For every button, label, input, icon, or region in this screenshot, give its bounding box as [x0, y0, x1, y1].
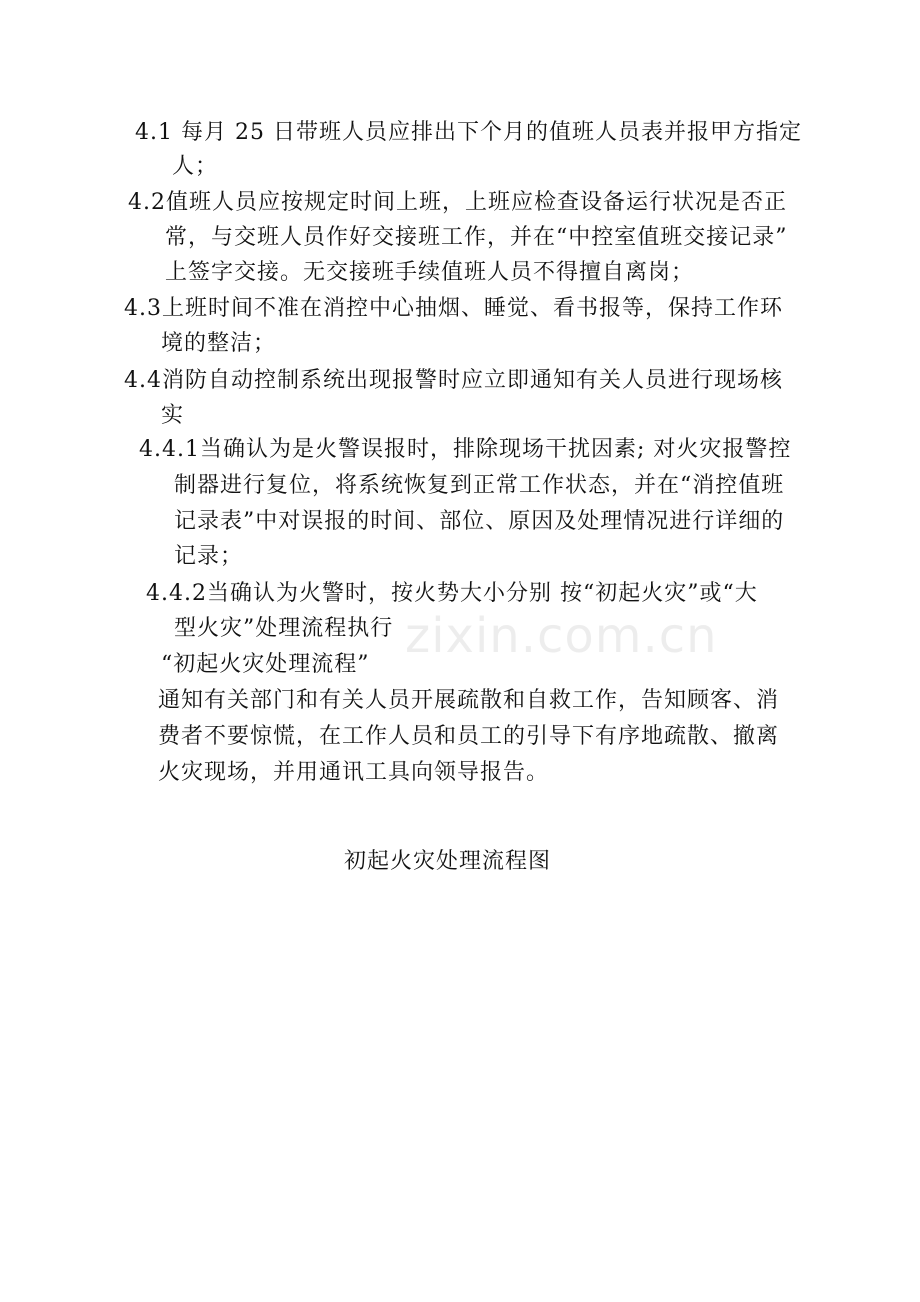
initial-fire-line-2: 费者不要惊慌，在工作人员和员工的引导下有序地疏散、撤离	[158, 724, 780, 749]
figure-caption: 初起火灾处理流程图	[344, 849, 552, 874]
section-4-2-line-3: 上签字交接。无交接班手续值班人员不得擅自离岗；	[165, 260, 695, 285]
section-4-4-1-line-3: 记录表”中对误报的时间、部位、原因及处理情况进行详细的	[174, 509, 785, 534]
section-4-4-1-line-2: 制器进行复位，将系统恢复到正常工作状态，并在“消控值班	[174, 473, 785, 498]
section-4-4-1-line-1: 4.4.1当确认为是火警误报时，排除现场干扰因素; 对火灾报警控	[139, 437, 792, 462]
section-4-2-line-2: 常，与交班人员作好交接班工作，并在“中控室值班交接记录”	[165, 225, 788, 250]
section-4-3-line-2: 境的整洁；	[161, 331, 277, 356]
section-4-4-2-line-2: 型火灾”处理流程执行	[174, 616, 394, 641]
section-4-2-line-1: 4.2值班人员应按规定时间上班，上班应检查设备运行状况是否正	[128, 190, 788, 215]
section-4-4-line-2: 实	[161, 403, 185, 428]
section-4-1-line-2: 人；	[172, 154, 219, 179]
watermark: zixin.com.cn	[405, 608, 718, 664]
section-4-4-1-line-4: 记录；	[174, 544, 244, 569]
initial-fire-heading: “初起火灾处理流程”	[161, 652, 370, 677]
section-4-4-2-line-1: 4.4.2当确认为火警时，按火势大小分别 按“初起火灾”或“大	[146, 581, 758, 606]
section-4-3-line-1: 4.3上班时间不准在消控中心抽烟、睡觉、看书报等，保持工作环	[124, 296, 784, 321]
section-4-1-line-1: 4.1 每月 25 日带班人员应排出下个月的值班人员表并报甲方指定	[135, 120, 802, 145]
initial-fire-line-1: 通知有关部门和有关人员开展疏散和自救工作，告知顾客、消	[158, 688, 780, 713]
section-4-4-line-1: 4.4消防自动控制系统出现报警时应立即通知有关人员进行现场核	[124, 368, 784, 393]
initial-fire-line-3: 火灾现场，并用通讯工具向领导报告。	[158, 760, 550, 785]
